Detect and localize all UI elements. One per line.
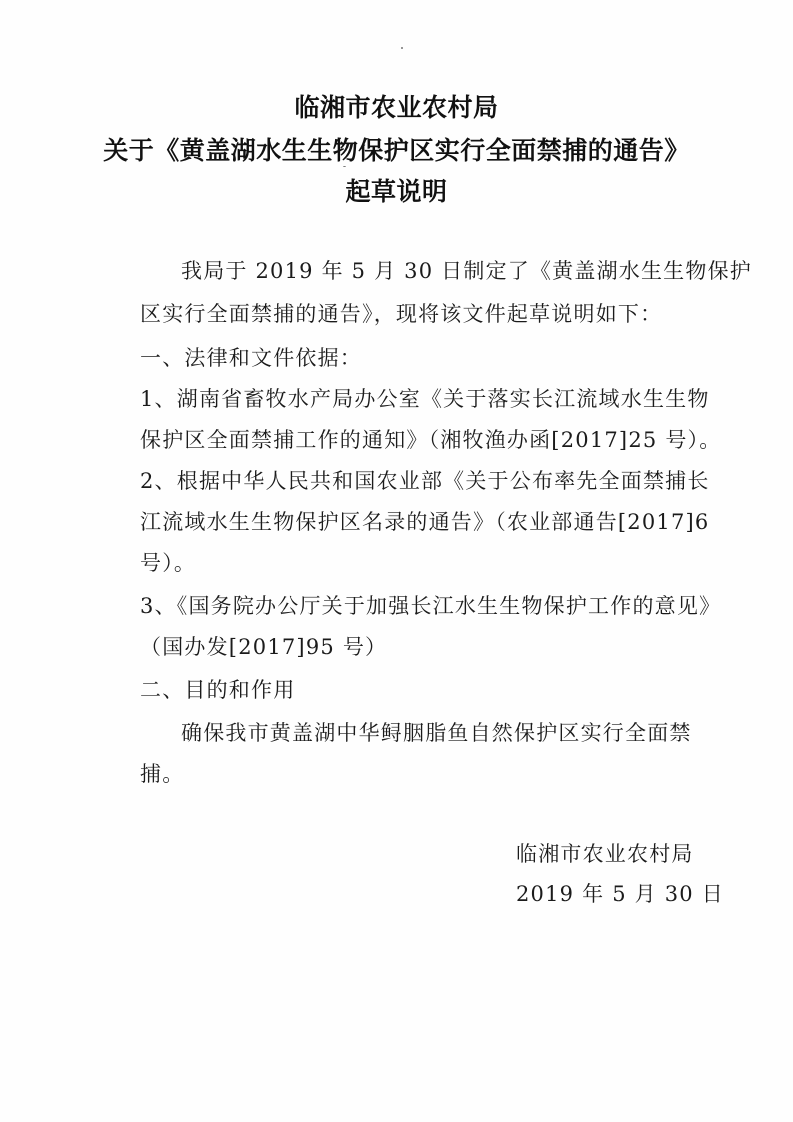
item-1-line-1: 1、湖南省畜牧水产局办公室《关于落实长江流域水生生物 [140,387,710,411]
title-org: 临湘市农业农村局 [294,93,499,122]
intro-line-1: 我局于 2019 年 5 月 30 日制定了《黄盖湖水生生物保护 [181,259,752,283]
intro-line-2: 区实行全面禁捕的通告》，现将该文件起草说明如下： [140,302,663,326]
item-2-line-3: 号）。 [140,551,197,575]
section-1-heading: 一、法律和文件依据： [140,346,362,370]
title-subject: 关于《黄盖湖水生生物保护区实行全面禁捕的通告》 [103,136,690,165]
item-3-line-1: 3、《国务院办公厅关于加强长江水生生物保护工作的意见》 [140,594,722,618]
item-1-line-2: 保护区全面禁捕工作的通知》（湘牧渔办函[2017]25 号）。 [140,428,722,452]
section-2-heading: 二、目的和作用 [140,678,296,702]
purpose-line-2: 捕。 [140,762,185,786]
item-2-line-1: 2、根据中华人民共和国农业部《关于公布率先全面禁捕长 [140,469,710,493]
signature-org: 临湘市农业农村局 [516,842,694,866]
title-doc-type: 起草说明 [345,177,448,206]
item-3-line-2: （国办发[2017]95 号） [140,635,388,659]
scan-speck [401,47,403,49]
purpose-line-1: 确保我市黄盖湖中华鲟胭脂鱼自然保护区实行全面禁 [181,721,692,745]
item-2-line-2: 江流域水生生物保护区名录的通告》（农业部通告[2017]6 [140,510,710,534]
signature-date: 2019 年 5 月 30 日 [516,882,724,906]
